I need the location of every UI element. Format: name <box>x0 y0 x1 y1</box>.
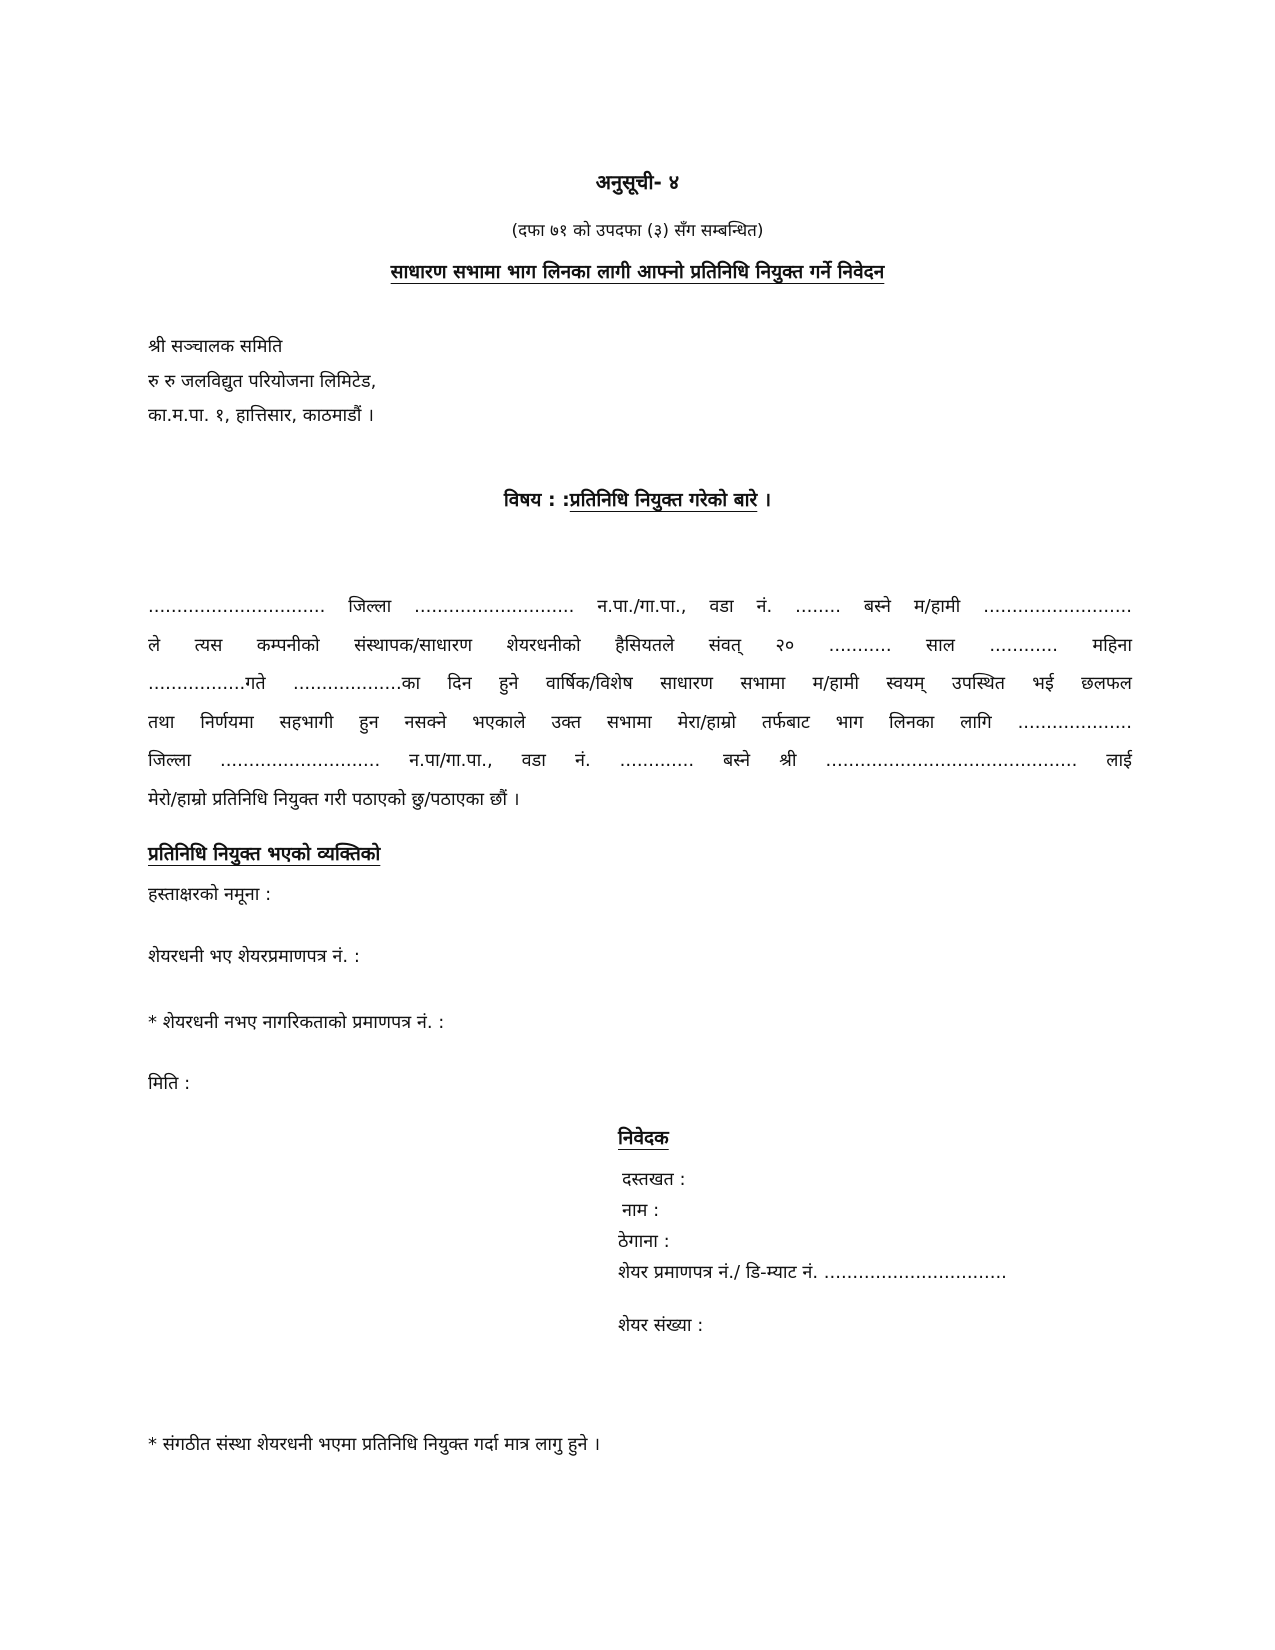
body-line-6: मेरो/हाम्रो प्रतिनिधि नियुक्त गरी पठाएको छु/पठाएका छौं । <box>148 788 520 810</box>
signature-sample-label: हस्ताक्षरको नमूना : <box>148 884 272 905</box>
applicant-name-label: नाम : <box>622 1200 660 1221</box>
applicant-certificate-demat-label: शेयर प्रमाणपत्र नं./ डि-म्याट नं. ................................ <box>618 1262 1007 1283</box>
representative-heading: प्रतिनिधि नियुक्त भएको व्यक्तिको <box>148 843 381 865</box>
subject-line <box>0 486 1275 512</box>
body-line-1: ............................... जिल्ला ............................ न.पा./गा.पा., वडा नं. ........ बस्ने म/हामी .......................... <box>148 596 1132 617</box>
citizenship-certificate-label: * शेयरधनी नभए नागरिकताको प्रमाणपत्र नं. : <box>148 1012 445 1033</box>
subject-text: प्रतिनिधि नियुक्त गरेको बारे <box>569 489 758 511</box>
body-line-5: जिल्ला ............................ न.पा/गा.पा., वडा नं. ............. बस्ने श्री ............................................ लाई <box>148 750 1132 771</box>
document-title <box>0 258 1275 284</box>
section-reference: (दफा ७१ को उपदफा (३) सँग सम्बन्धित) <box>511 221 764 241</box>
application-body <box>148 588 1132 819</box>
share-certificate-label: शेयरधनी भए शेयरप्रमाणपत्र नं. : <box>148 946 360 967</box>
document-title-text: साधारण सभामा भाग लिनका लागी आफ्नो प्रतिनिधि नियुक्त गर्ने निवेदन <box>390 261 885 283</box>
subject-end: । <box>757 489 772 511</box>
addressee-line-2: रु रु जलविद्युत परियोजना लिमिटेड, <box>148 371 377 392</box>
applicant-share-count-label: शेयर संख्या : <box>618 1315 704 1336</box>
body-line-3: .................गते ...................का दिन हुने वार्षिक/विशेष साधारण सभामा म/हामी स्वयम् उपस्थित भई छलफल <box>148 673 1132 694</box>
subject-label: विषय : : <box>503 489 570 511</box>
addressee-line-1: श्री सञ्चालक समिति <box>148 336 283 357</box>
applicant-heading: निवेदक <box>618 1127 669 1149</box>
body-line-2: ले त्यस कम्पनीको संस्थापक/साधारण शेयरधनीको हैसियतले संवत् २० ........... साल ............ महिना <box>148 634 1132 656</box>
body-line-4: तथा निर्णयमा सहभागी हुन नसक्ने भएकाले उक्त सभामा मेरा/हाम्रो तर्फबाट भाग लिनका लागि .................... <box>148 711 1132 733</box>
schedule-number: अनुसूची- ४ <box>595 170 680 194</box>
footnote: * संगठीत संस्था शेयरधनी भएमा प्रतिनिधि नियुक्त गर्दा मात्र लागु हुने । <box>148 1434 601 1455</box>
applicant-signature-label: दस्तखत : <box>622 1169 686 1190</box>
addressee-line-3: का.म.पा. १, हात्तिसार, काठमाडौं । <box>148 405 374 426</box>
applicant-address-label: ठेगाना : <box>618 1231 670 1252</box>
date-label: मिति : <box>148 1073 191 1094</box>
